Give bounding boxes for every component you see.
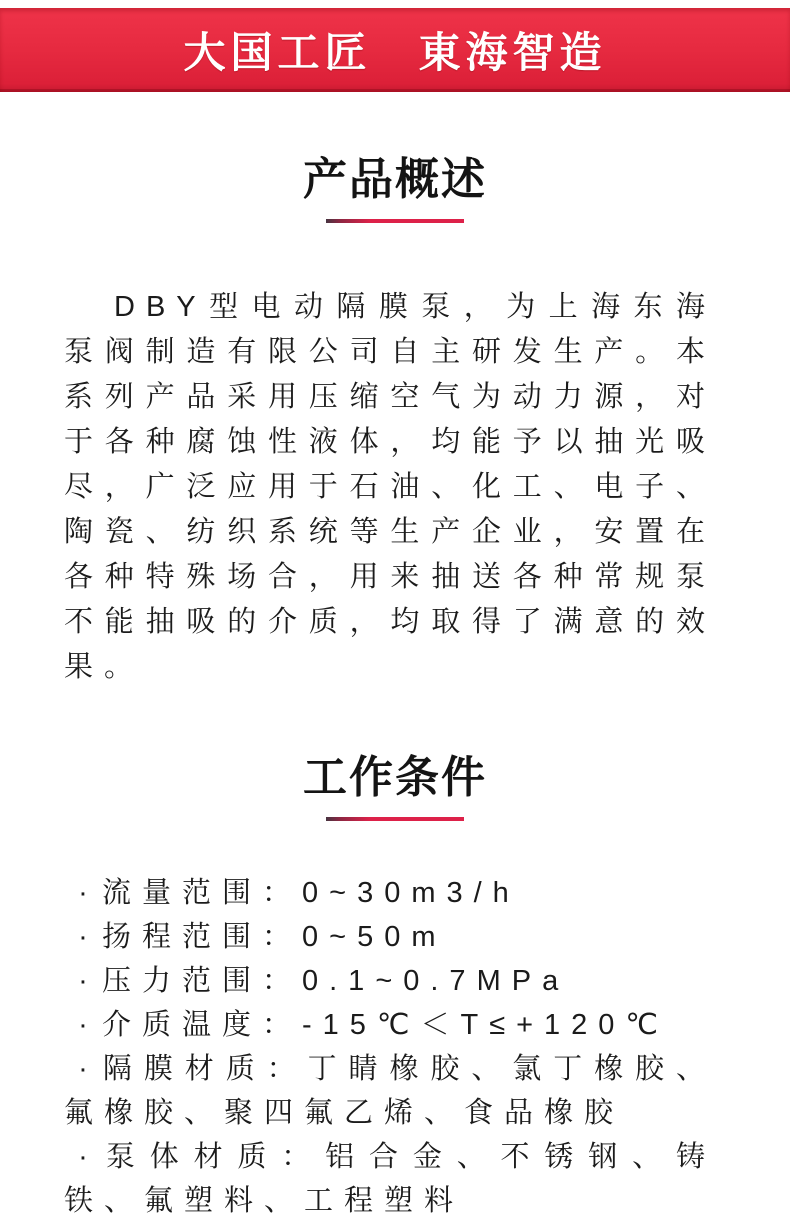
spec-item-text: 扬程范围：0~50m: [102, 921, 447, 953]
bullet-dot-icon: ·: [78, 1053, 88, 1085]
work-conditions-title-underline: [326, 817, 464, 821]
top-banner: [0, 8, 790, 92]
bullet-dot-icon: ·: [78, 921, 88, 953]
spec-item-flow-range: [64, 871, 716, 915]
spec-item-head-range: [64, 915, 716, 959]
spec-item-text: 压力范围：0.1~0.7MPa: [102, 965, 570, 997]
bullet-dot-icon: ·: [78, 1009, 88, 1041]
spec-item-text: 泵体材质：铝合金、不锈钢、铸铁、氟塑料、工程塑料: [64, 1141, 716, 1217]
bullet-dot-icon: ·: [78, 965, 88, 997]
overview-section-title: 产品概述: [303, 155, 487, 204]
work-conditions-section-title: 工作条件: [303, 753, 487, 802]
overview-title-underline: [326, 219, 464, 223]
spec-item-diaphragm-material: [64, 1047, 716, 1135]
spec-item-text: 介质温度：-15℃＜T≤+120℃: [102, 1009, 670, 1041]
overview-paragraph: DBY型电动隔膜泵，为上海东海泵阀制造有限公司自主研发生产。本系列产品采用压缩空气为动力源，对于各种腐蚀性液体，均能予以抽光吸尽，广泛应用于石油、化工、电子、陶瓷、纺织系统等生产企业，安置在各种特殊场合，用来抽送各种常规泵不能抽吸的介质，均取得了满意的效果。: [64, 291, 716, 683]
banner-title: 大国工匠 東海智造: [183, 29, 607, 76]
spec-item-text: 流量范围：0~30m3/h: [102, 877, 520, 909]
product-description-page: [0, 8, 790, 1225]
work-conditions-section: [0, 750, 790, 1223]
bullet-dot-icon: ·: [78, 1141, 88, 1173]
overview-section: [0, 152, 790, 690]
bullet-dot-icon: ·: [78, 877, 88, 909]
spec-item-pressure-range: [64, 959, 716, 1003]
spec-item-pump-body-material: [64, 1135, 716, 1223]
spec-item-medium-temperature: [64, 1003, 716, 1047]
spec-list: [64, 871, 716, 1223]
spec-item-text: 隔膜材质：丁睛橡胶、氯丁橡胶、氟橡胶、聚四氟乙烯、食品橡胶: [64, 1053, 716, 1129]
